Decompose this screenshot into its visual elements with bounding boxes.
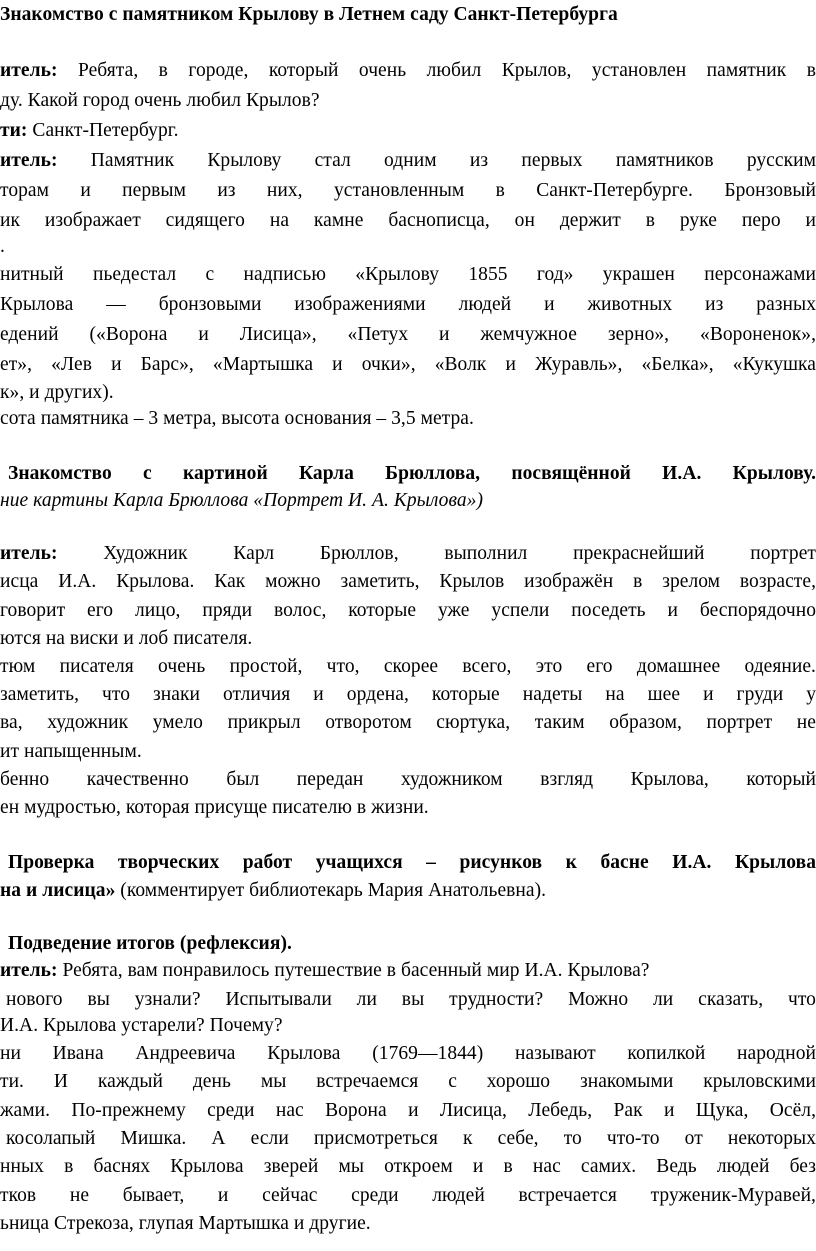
paragraph-line: . xyxy=(0,236,5,257)
section-heading: Знакомство с картиной Карла Брюллова, посвящённой И.А. Крылову. xyxy=(8,463,816,484)
paragraph-line: тюм писателя очень простой, что, скорее всего, это его домашнее одеяние. xyxy=(0,656,816,677)
paragraph-line: ти: Санкт-Петербург. xyxy=(0,120,179,141)
paragraph-line: ит напыщенным. xyxy=(0,741,142,762)
speaker-label: итель: xyxy=(0,960,58,981)
section-heading: Подведение итогов (рефлексия). xyxy=(8,933,292,954)
paragraph-line: итель: Ребята, в городе, который очень любил Крылов, установлен памятник в xyxy=(0,60,816,81)
section-heading: Проверка творческих работ учащихся – рисунков к басне И.А. Крылова xyxy=(8,852,816,873)
paragraph-line: нитный пьедестал с надписью «Крылову 1855 год» украшен персонажами xyxy=(0,264,816,285)
paragraph-line: Крылова — бронзовыми изображениями людей и животных из разных xyxy=(0,294,816,315)
paragraph-line: И.А. Крылова устарели? Почему? xyxy=(0,1015,283,1036)
section-subheading: ние картины Карла Брюллова «Портрет И. А. Крылова») xyxy=(0,490,483,511)
section-heading: Знакомство с памятником Крылову в Летнем саду Санкт-Петербурга xyxy=(0,4,618,25)
paragraph-line: ва, художник умело прикрыл отворотом сюртука, таким образом, портрет не xyxy=(0,712,816,733)
paragraph-line: итель: Памятник Крылову стал одним из первых памятников русским xyxy=(0,150,816,171)
paragraph-line: ьница Стрекоза, глупая Мартышка и другие. xyxy=(0,1213,371,1234)
paragraph-line: едений («Ворона и Лисица», «Петух и жемчужное зерно», «Вороненок», xyxy=(0,324,816,345)
paragraph-line: к», и других). xyxy=(0,382,114,403)
speaker-label: ти: xyxy=(0,120,28,141)
paragraph-line: исца И.А. Крылова. Как можно заметить, Крылов изображён в зрелом возрасте, xyxy=(0,571,816,592)
speaker-label: итель: xyxy=(0,60,58,81)
paragraph-line: нных в баснях Крылова зверей мы откроем и в нас самих. Ведь людей без xyxy=(0,1156,816,1177)
speaker-label: итель: xyxy=(0,150,58,171)
paragraph-line: сота памятника – 3 метра, высота основания – 3,5 метра. xyxy=(0,408,474,429)
paragraph-line: заметить, что знаки отличия и ордена, которые надеты на шее и груди у xyxy=(0,684,816,705)
paragraph-line: жами. По-прежнему среди нас Ворона и Лисица, Лебедь, Рак и Щука, Осёл, xyxy=(0,1100,816,1121)
paragraph-line: на и лисица» (комментирует библиотекарь Мария Анатольевна). xyxy=(0,880,547,901)
paragraph-line: итель: Ребята, вам понравилось путешествие в басенный мир И.А. Крылова? xyxy=(0,960,650,981)
paragraph-line: тков не бывает, и сейчас среди людей встречается труженик-Муравей, xyxy=(0,1185,816,1206)
paragraph-line: говорит его лицо, пряди волос, которые уже успели поседеть и беспорядочно xyxy=(0,600,816,621)
paragraph-line: ни Ивана Андреевича Крылова (1769—1844) называют копилкой народной xyxy=(0,1043,816,1064)
paragraph-line: ен мудростью, которая присуще писателю в жизни. xyxy=(0,797,429,818)
paragraph-line: косолапый Мишка. А если присмотреться к себе, то что-то от некоторых xyxy=(6,1128,816,1149)
paragraph-line: нового вы узнали? Испытывали ли вы трудности? Можно ли сказать, что xyxy=(6,989,816,1010)
paragraph-line: итель: Художник Карл Брюллов, выполнил прекраснейший портрет xyxy=(0,543,816,564)
paragraph-line: ик изображает сидящего на камне баснописца, он держит в руке перо и xyxy=(0,210,816,231)
paragraph-line: ет», «Лев и Барс», «Мартышка и очки», «Волк и Журавль», «Белка», «Кукушка xyxy=(0,354,816,375)
paragraph-line: бенно качественно был передан художником взгляд Крылова, который xyxy=(0,769,816,790)
paragraph-line: ются на виски и лоб писателя. xyxy=(0,628,253,649)
paragraph-line: торам и первым из них, установленным в Санкт-Петербурге. Бронзовый xyxy=(0,180,816,201)
paragraph-line: ти. И каждый день мы встречаемся с хорошо знакомыми крыловскими xyxy=(0,1071,816,1092)
speaker-label: итель: xyxy=(0,543,58,564)
paragraph-line: ду. Какой город очень любил Крылов? xyxy=(0,90,320,111)
